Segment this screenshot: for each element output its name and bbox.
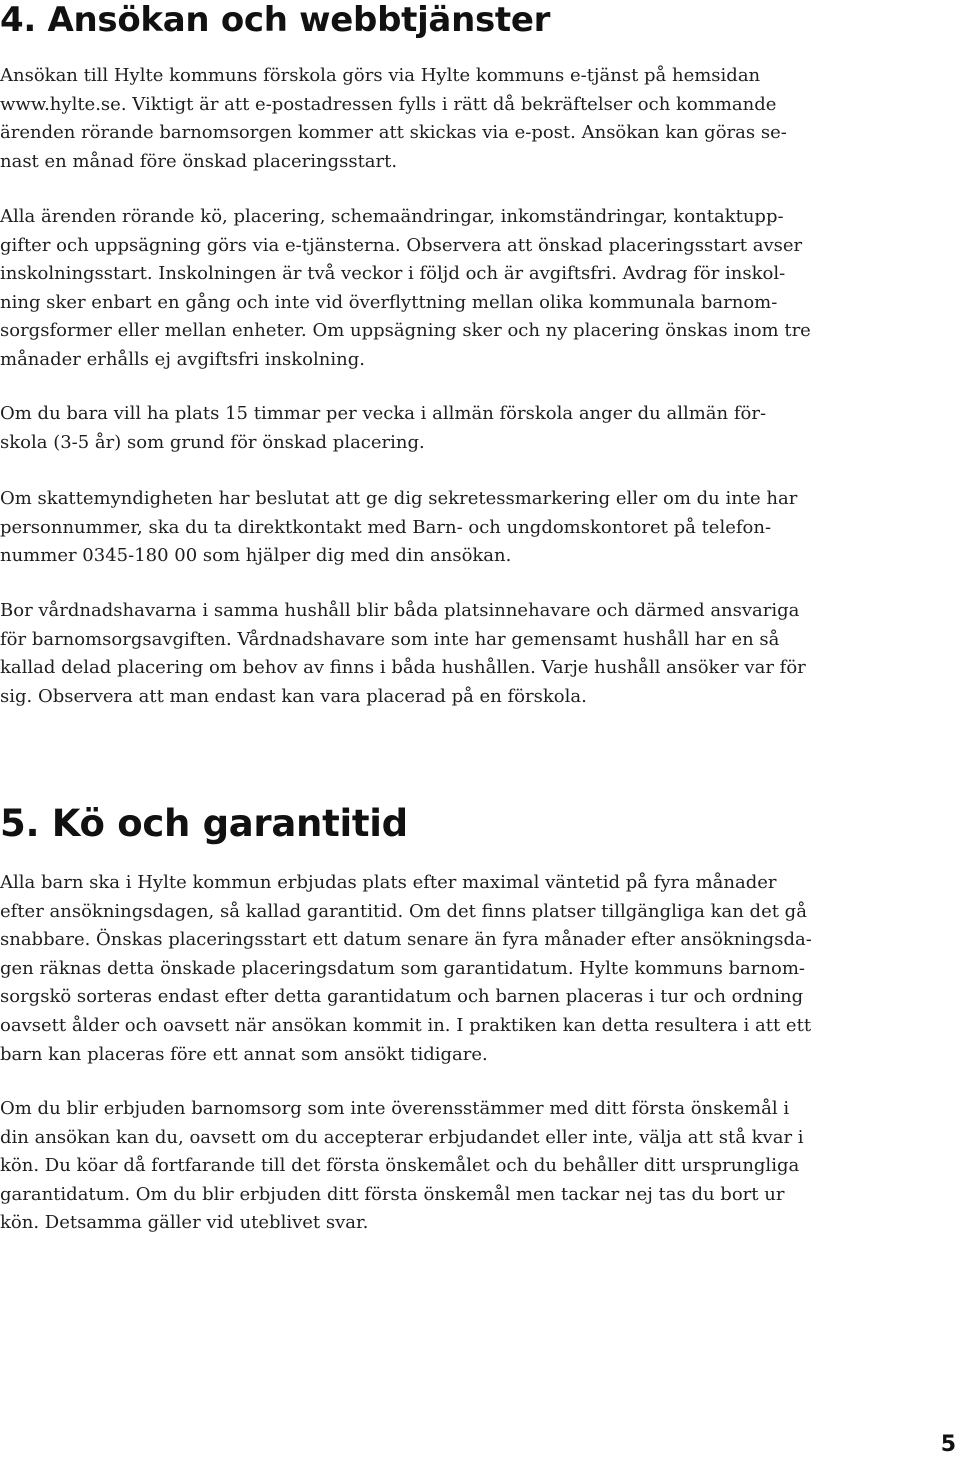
text-line: www.hylte.se. Viktigt är att e-postadressen fylls i rätt då bekräftelser och kommande <box>0 93 777 115</box>
text-line: din ansökan kan du, oavsett om du accepterar erbjudandet eller inte, välja att stå kvar i <box>0 1126 804 1148</box>
text-line: gifter och uppsägning görs via e-tjänsterna. Observera att önskad placeringsstart avser <box>0 234 803 256</box>
text-line: sorgsformer eller mellan enheter. Om uppsägning sker och ny placering önskas inom tre <box>0 320 811 342</box>
text-line: kön. Du köar då fortfarande till det första önskemålet och du behåller ditt ursprungliga <box>0 1155 800 1177</box>
text-line: skola (3-5 år) som grund för önskad placering. <box>0 431 425 453</box>
section-4-paragraph-2 <box>0 203 811 375</box>
text-line: sorgskö sorteras endast efter detta garantidatum och barnen placeras i tur och ordning <box>0 986 804 1008</box>
text-line: månader erhålls ej avgiftsfri inskolning. <box>0 348 365 370</box>
section-5-paragraph-1 <box>0 869 812 1069</box>
text-line: efter ansökningsdagen, så kallad garantitid. Om det finns platser tillgängliga kan det gå <box>0 900 807 922</box>
text-line: oavsett ålder och oavsett när ansökan kommit in. I praktiken kan detta resultera i att ett <box>0 1014 812 1036</box>
section-5-paragraph-2 <box>0 1095 804 1238</box>
text-line: nummer 0345-180 00 som hjälper dig med din ansökan. <box>0 545 512 567</box>
text-line: garantidatum. Om du blir erbjuden ditt första önskemål men tackar nej tas du bort ur <box>0 1183 785 1205</box>
text-line: sig. Observera att man endast kan vara placerad på en förskola. <box>0 685 587 707</box>
text-line: ärenden rörande barnomsorgen kommer att skickas via e-post. Ansökan kan göras se- <box>0 122 787 144</box>
text-line: nast en månad före önskad placeringsstart. <box>0 150 398 172</box>
section-4-paragraph-4 <box>0 485 797 571</box>
text-line: Bor vårdnadshavarna i samma hushåll blir båda platsinnehavare och därmed ansvariga <box>0 600 800 621</box>
page-number: 5 <box>940 1432 956 1457</box>
text-line: Om du blir erbjuden barnomsorg som inte överensstämmer med ditt första önskemål i <box>0 1098 790 1119</box>
text-line: kallad delad placering om behov av finns i båda hushållen. Varje hushåll ansöker var för <box>0 657 806 679</box>
text-line: ning sker enbart en gång och inte vid överflyttning mellan olika kommunala barnom- <box>0 291 778 313</box>
text-line: för barnomsorgsavgiften. Vårdnadshavare som inte har gemensamt hushåll har en så <box>0 628 780 650</box>
text-line: personnummer, ska du ta direktkontakt med Barn- och ungdomskontoret på telefon- <box>0 516 772 538</box>
text-line: gen räknas detta önskade placeringsdatum som garantidatum. Hylte kommuns barnom- <box>0 957 805 979</box>
section-4-paragraph-5 <box>0 597 806 711</box>
text-line: Alla barn ska i Hylte kommun erbjudas plats efter maximal väntetid på fyra månader <box>0 872 777 893</box>
section-4-paragraph-1 <box>0 62 787 176</box>
text-line: Om du bara vill ha plats 15 timmar per vecka i allmän förskola anger du allmän för- <box>0 403 767 424</box>
text-line: inskolningsstart. Inskolningen är två veckor i följd och är avgiftsfri. Avdrag för inskol- <box>0 263 786 285</box>
section-5-heading: 5. Kö och garantitid <box>0 802 408 845</box>
section-4-paragraph-3 <box>0 400 766 457</box>
text-line: barn kan placeras före ett annat som ansökt tidigare. <box>0 1043 488 1065</box>
section-4-heading: 4. Ansökan och webbtjänster <box>0 0 551 40</box>
text-line: snabbare. Önskas placeringsstart ett datum senare än fyra månader efter ansökningsda- <box>0 929 812 951</box>
text-line: kön. Detsamma gäller vid uteblivet svar. <box>0 1212 369 1234</box>
text-line: Ansökan till Hylte kommuns förskola görs via Hylte kommuns e-tjänst på hemsidan <box>0 65 761 86</box>
text-line: Alla ärenden rörande kö, placering, schemaändringar, inkomständringar, kontaktupp- <box>0 206 784 227</box>
text-line: Om skattemyndigheten har beslutat att ge dig sekretessmarkering eller om du inte har <box>0 488 798 509</box>
